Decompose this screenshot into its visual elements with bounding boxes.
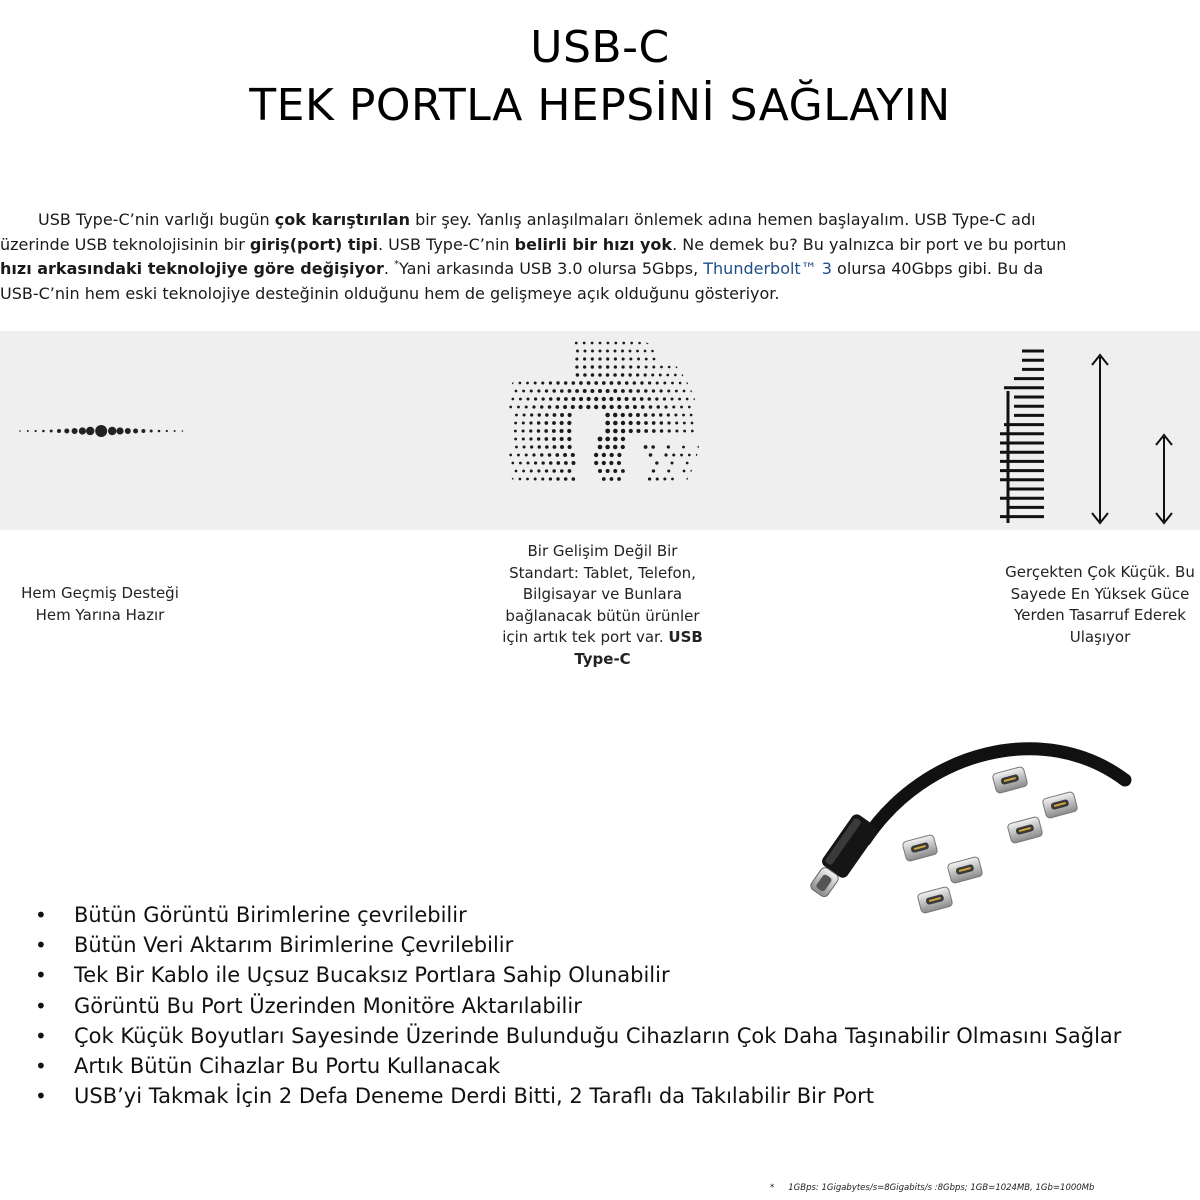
- footnote: * 1GBps: 1Gigabytes/s=8Gigabits/s :8Gbps; 1GB=1024MB, 1Gb=1000Mb: [770, 1183, 1095, 1193]
- feature-text: Bütün Veri Aktarım Birimlerine Çevrilebilir: [74, 933, 514, 958]
- caption-standard: Bir Gelişim Değil Bir Standart: Tablet, Telefon, Bilgisayar ve Bunlara bağlanacak bütün ürünler için artık tek port var. USB Type-C: [502, 542, 703, 668]
- title-line-2: TEK PORTLA HEPSİNİ SAĞLAYIN: [249, 80, 951, 131]
- bullet-dot: •: [35, 993, 47, 1018]
- feature-item: [30, 900, 1195, 930]
- feature-item: [30, 991, 1195, 1021]
- footnote-marker: *: [394, 259, 400, 270]
- feature-text: USB’yi Takmak İçin 2 Defa Deneme Derdi Bitti, 2 Taraflı da Takılabilir Bir Port: [74, 1084, 874, 1109]
- feature-text: Artık Bütün Cihazlar Bu Portu Kullanacak: [74, 1054, 501, 1079]
- bullet-dot: •: [35, 1023, 47, 1048]
- feature-text: Görüntü Bu Port Üzerinden Monitöre Aktarılabilir: [74, 993, 582, 1018]
- feature-item: [30, 1051, 1195, 1081]
- dotted-globe-icon: [509, 342, 700, 481]
- caption-backward-compat: Hem Geçmiş Desteği Hem Yarına Hazır: [21, 584, 179, 624]
- feature-item: [30, 960, 1195, 990]
- intro-line-2: üzerinde USB teknolojisinin bir giriş(port) tipi. USB Type-C’nin belirli bir hızı yok. Ne demek bu? Bu yalnızca bir port ve bu portun: [0, 234, 1067, 254]
- feature-text: Tek Bir Kablo ile Uçsuz Bucaksız Portlara Sahip Olunabilir: [74, 963, 670, 988]
- intro-line-3: hızı arkasındaki teknolojiye göre değişiyor. *Yani arkasında USB 3.0 olursa 5Gbps, Thunderbolt™ 3 olursa 40Gbps gibi. Bu da: [0, 259, 1044, 278]
- intro-paragraph: [0, 208, 1190, 306]
- caption-small-size: Gerçekten Çok Küçük. Bu Sayede En Yüksek Güce Yerden Tasarruf Ederek Ulaşıyor: [1005, 563, 1195, 646]
- ruler-size-icon: [1000, 351, 1172, 523]
- bullet-dot: •: [35, 963, 47, 988]
- feature-item: [30, 930, 1195, 960]
- dots-line-icon: [19, 425, 183, 437]
- intro-line-4: USB-C’nin hem eski teknolojiye desteğinin olduğunu hem de gelişmeye açık olduğunu gösteriyor.: [0, 283, 780, 303]
- feature-list: [30, 900, 1195, 1111]
- title-line-1: USB-C: [530, 22, 670, 73]
- bullet-dot: •: [35, 1084, 47, 1109]
- bullet-dot: •: [35, 933, 47, 958]
- feature-text: Çok Küçük Boyutları Sayesinde Üzerinde Bulunduğu Cihazların Çok Daha Taşınabilir Olmasını Sağlar: [74, 1023, 1122, 1048]
- bullet-dot: •: [35, 903, 47, 927]
- feature-item: [30, 1021, 1195, 1051]
- feature-item: [30, 1081, 1195, 1111]
- intro-line-1: USB Type-C’nin varlığı bugün çok karıştırılan bir şey. Yanlış anlaşılmaları önlemek adına hemen başlayalım. USB Type-C adı: [38, 210, 1036, 229]
- icon-band: [0, 331, 1200, 530]
- feature-text: Bütün Görüntü Birimlerine çevrilebilir: [74, 903, 467, 927]
- thunderbolt-link[interactable]: Thunderbolt™ 3: [703, 259, 832, 278]
- bullet-dot: •: [35, 1054, 47, 1079]
- icon-band-graphics: [0, 331, 1200, 530]
